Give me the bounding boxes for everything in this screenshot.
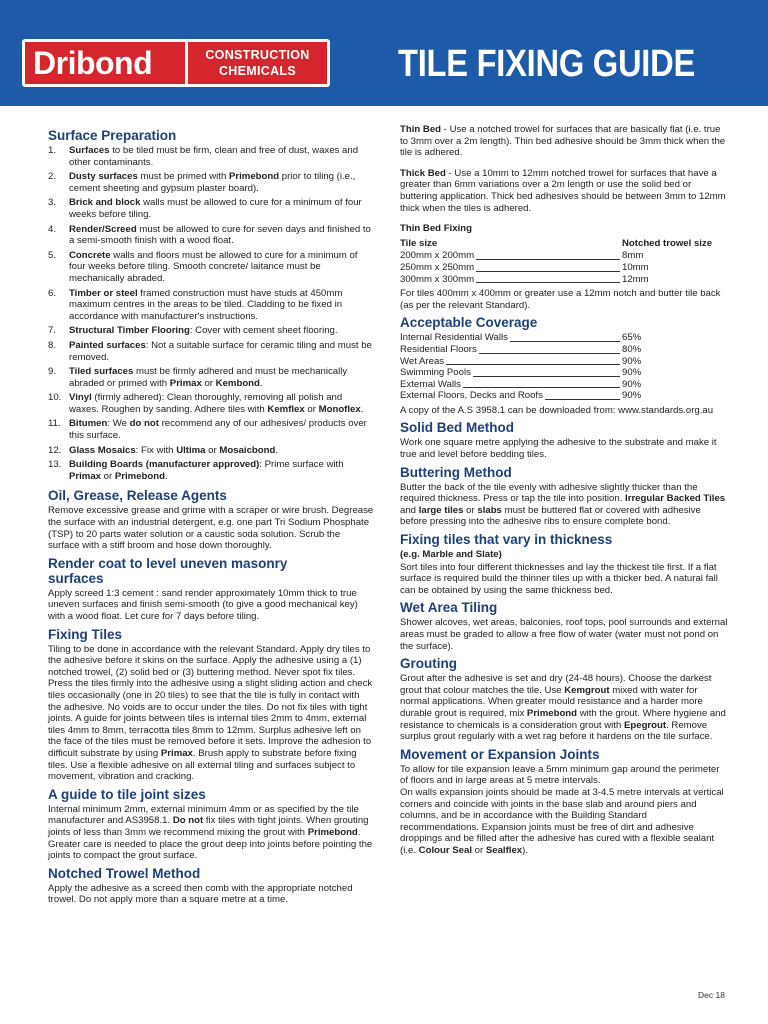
tile-size-header: Tile size (400, 237, 438, 249)
coverage-row (400, 344, 728, 356)
solid-bed-heading: Solid Bed Method (400, 420, 514, 436)
leader-line (545, 399, 620, 400)
surface-item-number: 11. (48, 418, 61, 430)
coverage-note: A copy of the A.S 3958.1 can be downloaded from: www.standards.org.au (400, 404, 714, 416)
vary-thickness-sub: (e.g. Marble and Slate) (400, 549, 502, 561)
buttering-text: Butter the back of the tile evenly with adhesive slightly thicker than the required thickness. Press or tap the tile into position. Irregular Backed Tiles and large tiles or slabs must be buttered flat or covered with adhesive before pressing into the adhesive ribs to ensure complete bond. (400, 481, 726, 528)
joint-sizes-heading: A guide to tile joint sizes (48, 786, 206, 802)
coverage-label: Internal Residential Walls (400, 332, 508, 344)
surface-item (48, 197, 374, 220)
fixing-tiles-text: Tiling to be done in accordance with the relevant Standard. Apply dry tiles to the adhesive before it skins on the surface. Apply the adhesive using a (1) notched trowel, (2) solid bed or (3) buttering method. Never spot fix tiles. Press the tiles firmly into the adhesive using a slight sliding action and check tiles occasionally (one in 20 tiles) to see that the tile is fully in contact with the adhesive. No voids are to occur under the tiles. Do not fix tiles with tight joints. A guide for joints between tiles is internal tiles 2mm to 4mm, external tiles 4mm to 8mm, terracotta tiles 8mm to 12mm. Surplus adhesive left on the face of the tiles must be removed before it sets. Improve the adhesion to difficult substrate by using Primax. Brush apply to substrate before fixing tiles. Use a flexible adhesive on all external tiling and surfaces subject to movement, vibration and cracking. (48, 643, 373, 783)
coverage-label: Residential Floors (400, 343, 477, 355)
coverage-row (400, 356, 728, 368)
surface-item-text: Timber or steel framed construction must have studs at 450mm maximum centres in the areas to be tiled. Cladding to be fixed in accordance with manufacturer's instructions. (69, 287, 343, 322)
footer-date: Dec 18 (698, 990, 725, 1000)
oil-grease-text: Remove excessive grease and grime with a scraper or wire brush. Degrease the surface with an industrial detergent, e.g. one part Tri Sodium Phosphate (TSP) to 20 parts water solution or a caustic soda solution. Scrub the surface with a stiff broom and hose down thoroughly. (48, 505, 374, 552)
vary-thickness-heading: Fixing tiles that vary in thickness (400, 532, 613, 548)
thin-bed-value: 10mm (622, 261, 649, 273)
trowel-size-header: Notched trowel size (622, 237, 713, 249)
oil-grease-heading: Oil, Grease, Release Agents (48, 488, 227, 504)
leader-line (476, 282, 620, 283)
acceptable-coverage-heading: Acceptable Coverage (400, 315, 538, 331)
dribond-logo (22, 39, 330, 87)
fixing-tiles-heading: Fixing Tiles (48, 626, 123, 642)
thin-bed-table (400, 250, 728, 285)
thin-bed-value: 12mm (622, 273, 649, 285)
thick-bed-text: Thick Bed - Use a 10mm to 12mm notched trowel for surfaces that have a greater than 6mm variations over a 2m length or use the solid bed or buttering application. Thick bed adhesives should be between 3mm to 12mm thick when the tiles is adhered. (400, 167, 726, 214)
render-coat-heading: Render coat to level uneven masonry surfaces (48, 555, 288, 586)
thin-bed-row (400, 262, 728, 274)
brand-name: Dribond (33, 45, 153, 81)
thin-bed-value: 8mm (622, 250, 644, 262)
surface-item-text: Brick and block walls must be allowed to cure for a minimum of four weeks before tiling. (69, 197, 362, 220)
surface-item-text: Vinyl (firmly adhered): Clean thoroughly, removing all polish and waxes. Roughen by sanding. Adhere tiles with Kemflex or Monoflex. (69, 392, 364, 415)
surface-item-number: 6. (48, 287, 57, 299)
brand-subtitle (188, 47, 327, 79)
coverage-row (400, 390, 728, 402)
surface-item-number: 5. (48, 249, 57, 261)
surface-item-number: 1. (48, 145, 57, 156)
surface-item-number: 9. (48, 366, 57, 378)
coverage-row (400, 367, 728, 379)
surface-item (48, 171, 374, 194)
coverage-label: External Walls (400, 378, 461, 390)
leader-line (473, 376, 620, 377)
grouting-heading: Grouting (400, 656, 457, 672)
coverage-table (400, 332, 728, 402)
leader-line (446, 364, 620, 365)
leader-line (510, 341, 620, 342)
surface-item (48, 325, 374, 337)
surface-item (48, 250, 374, 285)
surface-item (48, 445, 374, 457)
thin-bed-note: For tiles 400mm x 400mm or greater use a 12mm notch and butter tile back (as per the relevant Standard). (400, 288, 721, 311)
surface-item (48, 340, 374, 363)
surface-item (48, 418, 374, 441)
buttering-heading: Buttering Method (400, 464, 512, 480)
coverage-value: 90% (622, 378, 642, 390)
thin-bed-label: 250mm x 250mm (400, 261, 475, 273)
right-column (400, 124, 728, 857)
coverage-row (400, 379, 728, 391)
leader-line (476, 271, 620, 272)
surface-item (48, 288, 374, 323)
surface-item (48, 392, 374, 415)
surface-item (48, 459, 374, 482)
thin-bed-label: 300mm x 300mm (400, 273, 475, 285)
surface-preparation-heading: Surface Preparation (48, 128, 177, 143)
coverage-row (400, 332, 728, 344)
coverage-label: Swimming Pools (400, 367, 471, 379)
surface-item-text: Painted surfaces: Not a suitable surface for ceramic tiling and must be removed. (69, 339, 372, 363)
coverage-value: 90% (622, 367, 642, 379)
thin-bed-fixing-heading: Thin Bed Fixing (400, 223, 472, 235)
surface-item-text: Surfaces to be tiled must be firm, clean and free of dust, waxes and other contaminants. (69, 145, 359, 168)
thin-bed-text: Thin Bed - Use a notched trowel for surfaces that are basically flat (i.e. true to 3mm over a 2m length). Thin bed adhesive should be 3mm thick when the tile is adhered. (400, 124, 726, 159)
coverage-label: External Floors, Decks and Roofs (400, 390, 543, 402)
page-title: TILE FIXING GUIDE (398, 43, 696, 85)
render-coat-text: Apply screed 1:3 cement : sand render approximately 10mm thick to true uneven surfaces and finish semi-smooth (to give a good mechanical key) with a wood float. Let cure for 7 days before tiling. (48, 587, 358, 622)
solid-bed-text: Work one square metre applying the adhesive to the substrate and make it true and level before bedding tiles. (400, 437, 717, 461)
coverage-value: 65% (622, 332, 642, 344)
surface-item-text: Bitumen: We do not recommend any of our adhesives/ products over this surface. (69, 418, 367, 442)
notched-trowel-heading: Notched Trowel Method (48, 865, 201, 881)
left-column (48, 124, 374, 910)
surface-item-text: Dusty surfaces must be primed with Primebond prior to tiling (i.e., cement sheeting and gypsum plaster board). (69, 171, 356, 194)
surface-item-number: 10. (48, 392, 62, 404)
coverage-label: Wet Areas (400, 355, 445, 367)
surface-item-text: Glass Mosaics: Fix with Ultima or Mosaicbond. (69, 444, 279, 456)
thin-bed-row (400, 250, 728, 262)
surface-item-text: Concrete walls and floors must be allowed to cure for a minimum of four weeks before tiling. Smooth concrete/ laitance must be mechanically abraded. (69, 249, 358, 284)
grouting-text: Grout after the adhesive is set and dry (24-48 hours). Choose the darkest grout that colour matches the tile. Use Kemgrout mixed with water for normal applications. When greater mould resistance and a harder more durable grout is required, mix Primebond with the grout. Where hygiene and resistance to chemicals is a consideration grout with Epegrout. Remove surplus grout regularly with a wet rag before it hardens on the tile surface. (400, 673, 726, 743)
surface-item-text: Tiled surfaces must be firmly adhered and must be mechanically abraded or primed with Primax or Kembond. (69, 366, 348, 389)
brand-sub-line1: CONSTRUCTION (205, 48, 310, 62)
surface-item-number: 3. (48, 197, 57, 209)
surface-item-text: Building Boards (manufacturer approved): Prime surface with Primax or Primebond. (69, 459, 344, 482)
joint-sizes-text: Internal minimum 2mm, external minimum 4mm or as specified by the tile manufacturer and AS3958.1. Do not fix tiles with tight joints. When grouting joints of less than 3mm we recommend mixing the grout with Primebond. Greater care is needed to place the grout deep into joints before pointing the joints to compact the grout surface. (48, 803, 373, 862)
surface-item (48, 145, 374, 168)
surface-item-number: 12. (48, 444, 62, 456)
surface-item (48, 366, 374, 389)
surface-item-number: 4. (48, 223, 57, 235)
coverage-value: 90% (622, 355, 642, 367)
leader-line (476, 259, 620, 260)
surface-preparation-list (48, 145, 374, 482)
surface-item-number: 2. (48, 171, 57, 183)
thin-bed-label: 200mm x 200mm (400, 250, 475, 262)
coverage-value: 80% (622, 343, 642, 355)
header-banner (0, 0, 768, 106)
surface-item-number: 13. (48, 459, 62, 471)
brand-sub-line2: CHEMICALS (218, 64, 296, 78)
surface-item-number: 8. (48, 339, 57, 351)
leader-line (479, 353, 620, 354)
thin-bed-table-header (400, 238, 728, 250)
wet-area-heading: Wet Area Tiling (400, 600, 498, 616)
notched-trowel-text: Apply the adhesive as a screed then comb with the appropriate notched trowel. Do not apply more than a square metre at a time. (48, 882, 353, 906)
surface-item-text: Render/Screed must be allowed to cure for seven days and finished to a semi-smooth finish with a wood float. (69, 223, 371, 247)
coverage-value: 90% (622, 390, 642, 402)
surface-item (48, 224, 374, 247)
thin-bed-row (400, 274, 728, 286)
wet-area-text: Shower alcoves, wet areas, balconies, roof tops, pool surrounds and external areas must be graded to allow a free flow of water (water must not pond on the surface). (400, 617, 728, 652)
surface-item-text: Structural Timber Flooring: Cover with cement sheet flooring. (69, 325, 338, 337)
movement-joints-text: To allow for tile expansion leave a 5mm minimum gap around the perimeter of floors and in large areas at 5 metre intervals. On walls expansion joints should be made at 3-4.5 metre intervals at vertical corners and coincide with joints in the base slab and around piers and columns, and be in accordance with the Building Standard recommendations. Expansion joints must be free of dirt and adhesive droppings and be filled after the adhesive has cured with a flexible sealant (i.e. Colour Seal or Sealflex). (400, 763, 724, 856)
movement-joints-heading: Movement or Expansion Joints (400, 746, 600, 762)
surface-item-number: 7. (48, 325, 57, 337)
vary-thickness-text: Sort tiles into four different thicknesses and lay the thickest tile first. If a flat surface is required build the thinner tiles up with a thicker bed. A natural fall can be obtained by using the same thickness bed. (400, 561, 718, 596)
leader-line (463, 387, 620, 388)
